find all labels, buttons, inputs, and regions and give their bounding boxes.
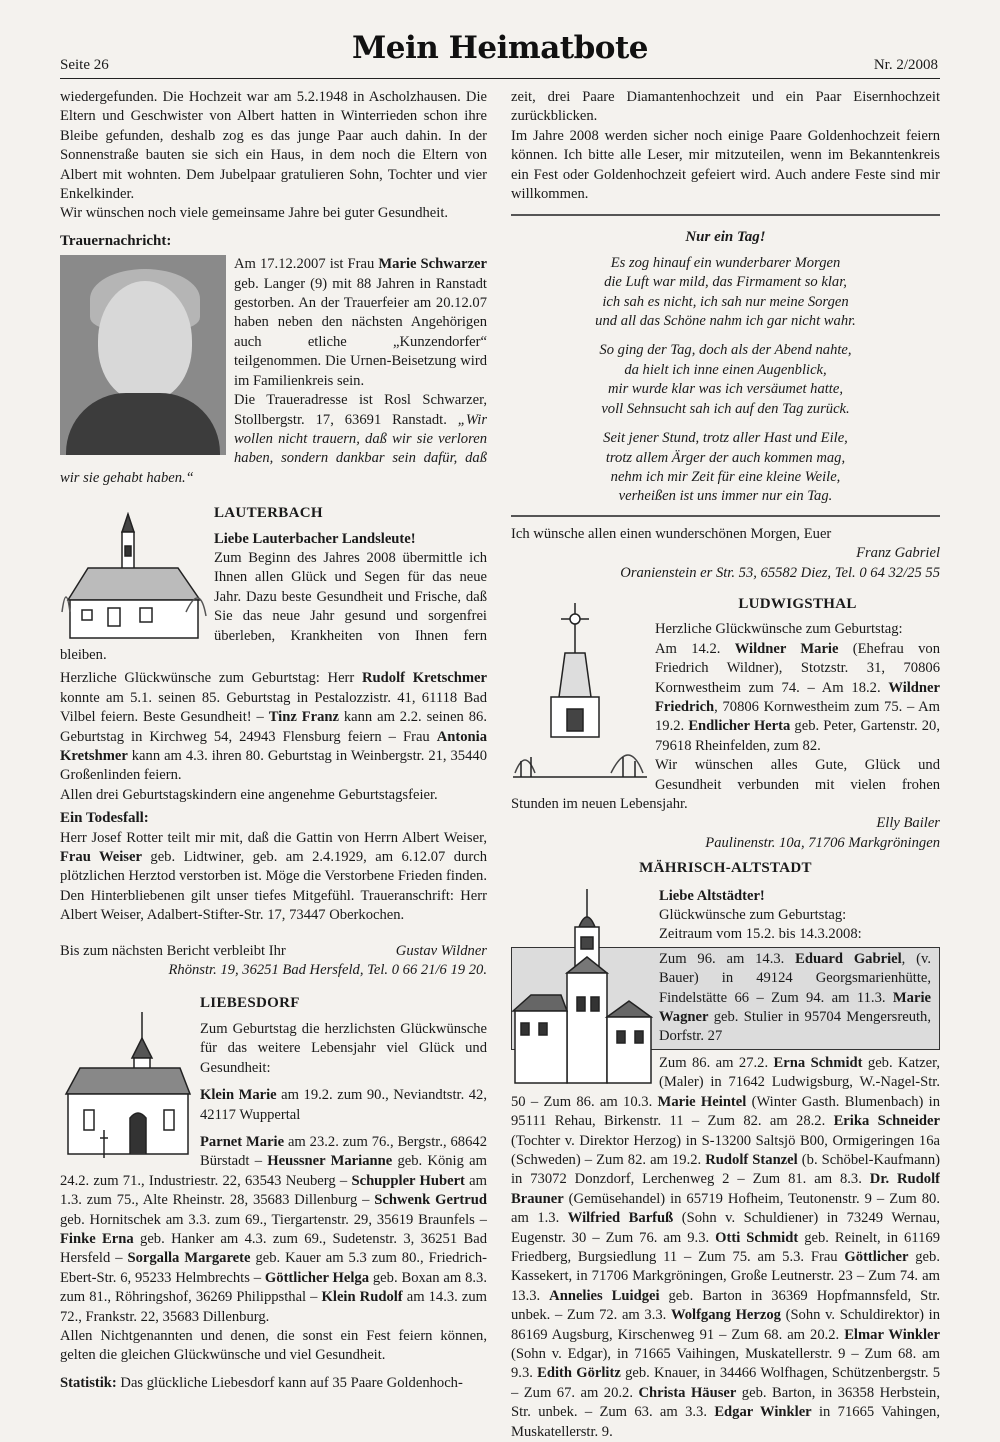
ludwigsthal-sig: Elly Bailer	[876, 815, 940, 832]
poem-line: die Luft war mild, das Firmament so klar,	[604, 274, 847, 291]
sign1-name: Gustav Wildner	[395, 942, 487, 959]
todes-t2: geb. Lidtwiner, geb. am 2.4.1929, am 6.12.07 durch plötzlichen Herztod verstorben ist. Möge die Verstorbene Frieden finden. Den Hinterbliebenen gilt unser tiefes Mitgefühl. Traueranschrift: Herr Albert Weiser, Adalbert-Stifter-Str. 17, 73447 Oberkochen.	[60, 849, 487, 924]
alt-t1: Zum 86. am 27.2.	[659, 1054, 774, 1071]
poem-line: Es zog hinauf ein wunderbarer Morgen	[610, 254, 841, 271]
trauer-t3: Die Traueradresse ist Rosl Schwarzer, Stollbergstr. 17, 63691 Ranstadt.	[234, 392, 487, 428]
poem-line: voll Sehnsucht sah ich auf den Tag zurück.	[601, 400, 850, 417]
lauterbach-greeting: Liebe Lauterbacher Landsleute!	[214, 530, 416, 547]
poem-stanza-2	[511, 341, 940, 419]
stat-head: Statistik:	[60, 1374, 117, 1391]
alt-t7: (Sohn v. Schuldiener) in 73249 Wernau, Eugenstr. 30 – Zum 76. am 9.3.	[511, 1210, 940, 1246]
alt-t13: geb. Knauer, in 34466 Wolfhagen, Schützenbergstr. 5 – Zum 67. am 20.2.	[511, 1365, 940, 1401]
photo-body	[66, 393, 220, 455]
todes-heading: Ein Todesfall:	[60, 810, 149, 827]
trauer-quote: „Wir wollen nicht trauern, daß wir sie verloren haben, sondern dankbar sein dafür, daß wir sie gehabt haben.“	[60, 411, 487, 486]
lieb-t2e: geb. Hanker am 4.3. zum 69., Sudetenstr. 3, 36251 Bad Hersfeld –	[60, 1230, 487, 1267]
lieb-t2d: geb. Hornitschek am 3.3. zum 69., Tiergartenstr. 29, 35619 Braunfels –	[60, 1211, 487, 1228]
trauer-t2: geb. Langer (9) mit 88 Jahren in Ranstadt gestorben. An der Trauerfeier am 20.12.07 haben neben den nächsten Angehörigen auch etliche „Kunzendorfer“ teilgenommen. Die Urnen-Beisetzung wird im Familienkreis sein.	[234, 275, 487, 389]
alt-t10: geb. Barton in 36369 Hopfmannsfeld, Str. unbek. – Zum 72. am 3.3.	[511, 1287, 940, 1324]
box-t2: , (v. Bauer) in 49124 Georgsmarienhütte, Findelstätte 66 – Zum 94. am 11.3.	[659, 950, 931, 1006]
alt-t8: geb. Reinelt, in 61169 Friedberg, Burgsiedlung 11 – Zum 75. am 5.3. Frau	[511, 1229, 940, 1265]
alt-n6: Wilfried Barfuß	[567, 1210, 674, 1227]
birthday-paragraph	[60, 669, 487, 785]
lieb-n1: Klein Marie	[200, 1087, 277, 1104]
altstadt-town-illustration	[511, 887, 653, 1087]
lauterbach-section	[60, 504, 487, 665]
lieb-n6: Finke Erna	[60, 1230, 134, 1247]
poem-line: So ging der Tag, doch als der Abend nahte,	[599, 342, 852, 359]
liebesdorf-title: LIEBESDORF	[200, 995, 300, 1012]
poem-line: verheißen ist uns immer nur ein Tag.	[618, 488, 833, 505]
alt-n14: Edgar Winkler	[714, 1404, 812, 1421]
liebesdorf-intro: Zum Geburtstag die herzlichsten Glückwünsche für das weitere Lebensjahr viel Glück und Gesundheit:	[200, 1020, 487, 1076]
alt-t5: (b. Schöbel-Kaufmann) in 73072 Donzdorf, Lerchenweg 2 – Zum 81. am 8.3.	[511, 1151, 940, 1188]
altstadt-intro-1: Glückwünsche zum Geburtstag:	[659, 907, 847, 924]
lieb-n8: Göttlicher Helga	[264, 1269, 370, 1286]
lud-n3: Endlicher Herta	[688, 718, 791, 735]
bday-t2: konnte am 5.1. seinen 85. Geburtstag in Pestalozzistr. 41, 61118 Bad Vilbel feiern. Beste Gesundheit! –	[60, 689, 487, 726]
lud-n1: Wildner Marie	[734, 640, 839, 657]
trauer-heading: Trauernachricht:	[60, 232, 172, 249]
alt-t9: geb. Kassekert, in 71706 Markgröningen, Große Leutnerstr. 23 – Zum 74. am 13.3.	[511, 1248, 940, 1304]
alt-n4: Rudolf Stanzel	[705, 1151, 798, 1168]
liebesdorf-p2	[60, 1133, 487, 1327]
alt-n1: Erna Schmidt	[773, 1054, 863, 1071]
ludwigsthal-wish: Wir wünschen alles Gute, Glück und Gesundheit verbunden mit vielen frohen Stunden im neuen Lebensjahr.	[511, 757, 940, 812]
trauer-block	[60, 255, 487, 488]
lud-t2: (Ehefrau von Friedrich Wildner), Stotzstr. 31, 70806 Kornwestheim zum 74. – Am 18.2.	[655, 640, 940, 696]
masthead: Mein Heimatbote	[351, 30, 649, 66]
left-column	[60, 88, 487, 1393]
alt-t6: (Gemüsehandel) in 65719 Hofheim, Teutonenstr. 9 – Zum 80. am 1.3.	[511, 1190, 940, 1227]
right-paragraph-2: Im Jahre 2008 werden sicher noch einige Paare Goldenhochzeit feiern können. Ich bitte alle Leser, mir mitzuteilen, wenn im Bekanntenkreis ein Fest oder Goldenhochzeit gefeiert wird. Auch andere Feste sind mir willkommen.	[511, 127, 940, 203]
alt-n7: Otti Schmidt	[715, 1229, 799, 1246]
trauer-name: Marie Schwarzer	[378, 256, 487, 273]
lieb-t1: am 19.2. zum 90., Neviandtstr. 42, 42117 Wuppertal	[200, 1087, 487, 1123]
bday-n3: Antonia Kretshmer	[60, 728, 487, 764]
intro-paragraph: wiedergefunden. Die Hochzeit war am 5.2.1948 in Ascholzhausen. Die Eltern und Geschwister von Albert hatten in Winterrieden schon ihre Bleibe gefunden, deshalb zog es das junge Paar auch dahin. In der Sonnenstraße bauten sie sich ein Haus, in dem noch die Eltern von Albert mit wohnten. Dem Jubelpaar gratulieren Sohn, Tochter und vier Enkelkinder.	[60, 89, 487, 203]
poem-line: ich sah es nicht, ich sah nur meine Sorgen	[602, 293, 849, 310]
lud-t1: Am 14.2.	[655, 640, 735, 657]
right-continuation: zeit, drei Paare Diamantenhochzeit und ein Paar Eisernhochzeit zurückblicken.	[511, 89, 940, 125]
lauterbach-chapel-illustration	[60, 512, 208, 642]
bday-n2: Tinz Franz	[268, 709, 339, 726]
poem-line: Seit jener Stund, trotz aller Hast und Eile,	[603, 430, 848, 447]
alt-n9: Annelies Luidgei	[549, 1287, 660, 1304]
box-n2: Marie Wagner	[659, 989, 931, 1026]
liebesdorf-section	[60, 994, 487, 1327]
alt-t2: geb. Katzer, (Maler) in 71642 Ludwigsburg, W.-Nagel-Str. 50 – Zum 86. am 10.3.	[511, 1054, 940, 1110]
lieb-n3: Heussner Marianne	[267, 1153, 393, 1170]
lieb-n9: Klein Rudolf	[321, 1289, 403, 1306]
ludwigsthal-title: LUDWIGSTHAL	[738, 595, 857, 612]
alt-n11: Elmar Winkler	[844, 1326, 940, 1343]
photo-face	[98, 281, 192, 401]
intro-wish: Wir wünschen noch viele gemeinsame Jahre bei guter Gesundheit.	[60, 205, 449, 222]
alt-t15: in 71665 Vahingen, Muskatellerstr. 9.	[511, 1404, 940, 1440]
bday-t4: kann am 4.3. ihren 80. Geburtstag in Weinbergstr. 21, 35440 Großenlinden feiern.	[60, 748, 487, 784]
sign1-address: Rhönstr. 19, 36251 Bad Hersfeld, Tel. 0 66 21/6 19 20.	[168, 962, 487, 979]
box-n1: Eduard Gabriel	[795, 950, 902, 967]
statistik	[60, 1374, 487, 1393]
lieb-n7: Sorgalla Margarete	[127, 1250, 251, 1267]
alt-n12: Edith Görlitz	[537, 1365, 621, 1382]
alt-n3: Erika Schneider	[833, 1113, 940, 1130]
birthday-closing: Allen drei Geburtstagskindern eine angenehme Geburtstagsfeier.	[60, 786, 438, 803]
liebesdorf-closing: Allen Nichtgenannten und denen, die sonst ein Fest feiern können, gelten die gleichen Glückwünsche und viel Gesundheit.	[60, 1327, 487, 1364]
lauterbach-text: Zum Beginn des Jahres 2008 übermittle ich Ihnen allen Glück und Segen für das neue Jahr. Dazu beste Gesundheit und Frische, daß Sie das neue Jahr gesund und sorgenfrei überleben, Krankheiten von Ihnen fern bleiben.	[60, 549, 487, 663]
todes-t1: Herr Josef Rotter teilt mir mit, daß die Gattin von Herrn Albert Weiser,	[60, 829, 487, 846]
poem-box	[511, 214, 940, 516]
lieb-t2a: am 23.2. zum 76., Bergstr., 68642 Bürstadt –	[200, 1133, 487, 1170]
sign2-address: Oranienstein er Str. 53, 65582 Diez, Tel. 0 64 32/25 55	[620, 564, 940, 581]
alt-t11: (Sohn v. Schuldirektor) in 86169 Augsburg, Kirschenweg 91 – Zum 68. am 20.2.	[511, 1307, 940, 1343]
poem-stanza-1	[511, 254, 940, 332]
trauer-t1: Am 17.12.2007 ist Frau	[234, 256, 379, 273]
poem-title: Nur ein Tag!	[685, 229, 766, 246]
lieb-t2g: geb. Boxan am 8.3. zum 81., Röhringshof, 36269 Philippsthal –	[60, 1269, 487, 1306]
todes-text	[60, 829, 487, 926]
page-number: Seite 26	[60, 57, 109, 73]
todes-name: Frau Weiser	[60, 849, 142, 866]
poem-line: nehm ich mir Zeit für eine kleine Weile,	[610, 468, 841, 485]
poem-line: da hielt ich inne einen Augenblick,	[624, 361, 827, 378]
wish-text: Ich wünsche allen einen wunderschönen Morgen, Euer	[511, 525, 832, 542]
lieb-t2f: geb. Kauer am 5.3 zum 80., Friedrich-Ebert-Str. 6, 95233 Helmbrechts –	[60, 1250, 487, 1286]
box-t3: geb. Stulier in 95704 Mengersreuth, Dorfstr. 27	[659, 1009, 931, 1045]
alt-n13: Christa Häuser	[638, 1384, 737, 1401]
lieb-t2h: am 14.3. zum 72., Frankstr. 22, 35683 Dillenburg.	[60, 1289, 487, 1325]
alt-n2: Marie Heintel	[657, 1093, 747, 1110]
alt-n10: Wolfgang Herzog	[670, 1307, 781, 1324]
signature-wildner	[60, 942, 487, 961]
altstadt-intro-2: Zeitraum vom 15.2. bis 14.3.2008:	[659, 926, 862, 943]
header-rule	[60, 78, 940, 79]
poem-line: und all das Schöne nahm ich gar nicht wahr.	[595, 313, 856, 330]
altstadt-section	[511, 859, 940, 1442]
liebesdorf-chapel-illustration	[60, 1010, 194, 1160]
poem-line: trotz allem Ärger der auch kommen mag,	[605, 449, 846, 466]
lieb-t2c: am 1.3. zum 75., Alte Rheinstr. 28, 35683 Dillenburg –	[60, 1172, 487, 1209]
lieb-t2b: geb. König am 24.2. zum 71., Industriestr. 22, 63543 Neuberg –	[60, 1153, 487, 1189]
alt-n8: Göttlicher	[844, 1248, 909, 1265]
ludwigsthal-section	[511, 595, 940, 853]
right-column	[511, 88, 940, 1442]
alt-n5: Dr. Rudolf Brauner	[511, 1171, 940, 1207]
lieb-n4: Schuppler Hubert	[351, 1172, 465, 1189]
altstadt-title: MÄHRISCH-ALTSTADT	[639, 860, 812, 877]
bday-t1: Herzliche Glückwünsche zum Geburtstag: Herr	[60, 670, 362, 687]
lieb-n5: Schwenk Gertrud	[374, 1192, 487, 1209]
box-t1: Zum 96. am 14.3.	[659, 950, 796, 967]
portrait-photo	[60, 255, 226, 455]
lud-t4: geb. Peter, Gartenstr. 20, 79618 Rheinfelden, zum 82.	[655, 718, 940, 754]
ludwigsthal-intro: Herzliche Glückwünsche zum Geburtstag:	[655, 621, 903, 638]
altstadt-greeting: Liebe Altstädter!	[659, 887, 765, 904]
lud-n2: Wildner Friedrich	[655, 679, 940, 715]
lauterbach-title: LAUTERBACH	[214, 505, 323, 522]
alt-t3: (Winter Gasth. Blumenbach) in 95111 Rehau, Birkenstr. 11 – Zum 82. am 28.2.	[511, 1093, 940, 1130]
alt-t14: geb. Barton, in 36358 Herbstein, Str. unbek. – Zum 63. am 3.3.	[511, 1384, 940, 1421]
poem-stanza-3	[511, 429, 940, 507]
issue-number: Nr. 2/2008	[873, 57, 938, 73]
lud-t3: , 70806 Kornwestheim zum 75. – Am 19.2.	[655, 698, 940, 735]
sign2-name: Franz Gabriel	[856, 545, 940, 562]
stat-text: Das glückliche Liebesdorf kann auf 35 Paare Goldenhoch-	[116, 1374, 463, 1391]
bday-t3: kann am 2.2. seinen 86. Geburtstag in Kirchweg 54, 24943 Flensburg feiern – Frau	[60, 709, 487, 745]
ludwigsthal-address: Paulinenstr. 10a, 71706 Markgröningen	[705, 834, 940, 851]
altstadt-list	[511, 1054, 940, 1442]
ludwigsthal-cross-illustration	[511, 597, 649, 783]
lieb-n2: Parnet Marie	[200, 1133, 285, 1150]
sign1-text: Bis zum nächsten Bericht verbleibt Ihr	[60, 942, 286, 959]
poem-line: mir wurde klar was ich versäumet hatte,	[608, 381, 843, 398]
alt-t12: (Sohn v. Edgar), in 71665 Vaihingen, Muskatellerstr. 9 – Zum 68. am 9.3.	[511, 1345, 940, 1382]
alt-t4: (Tochter v. Direktor Herzog) in S-13200 Saltsjö B00, Ormigeringen 16a (Schweden) – Zum 82. am 19.2.	[511, 1132, 940, 1168]
bday-n1: Rudolf Kretschmer	[362, 670, 487, 687]
